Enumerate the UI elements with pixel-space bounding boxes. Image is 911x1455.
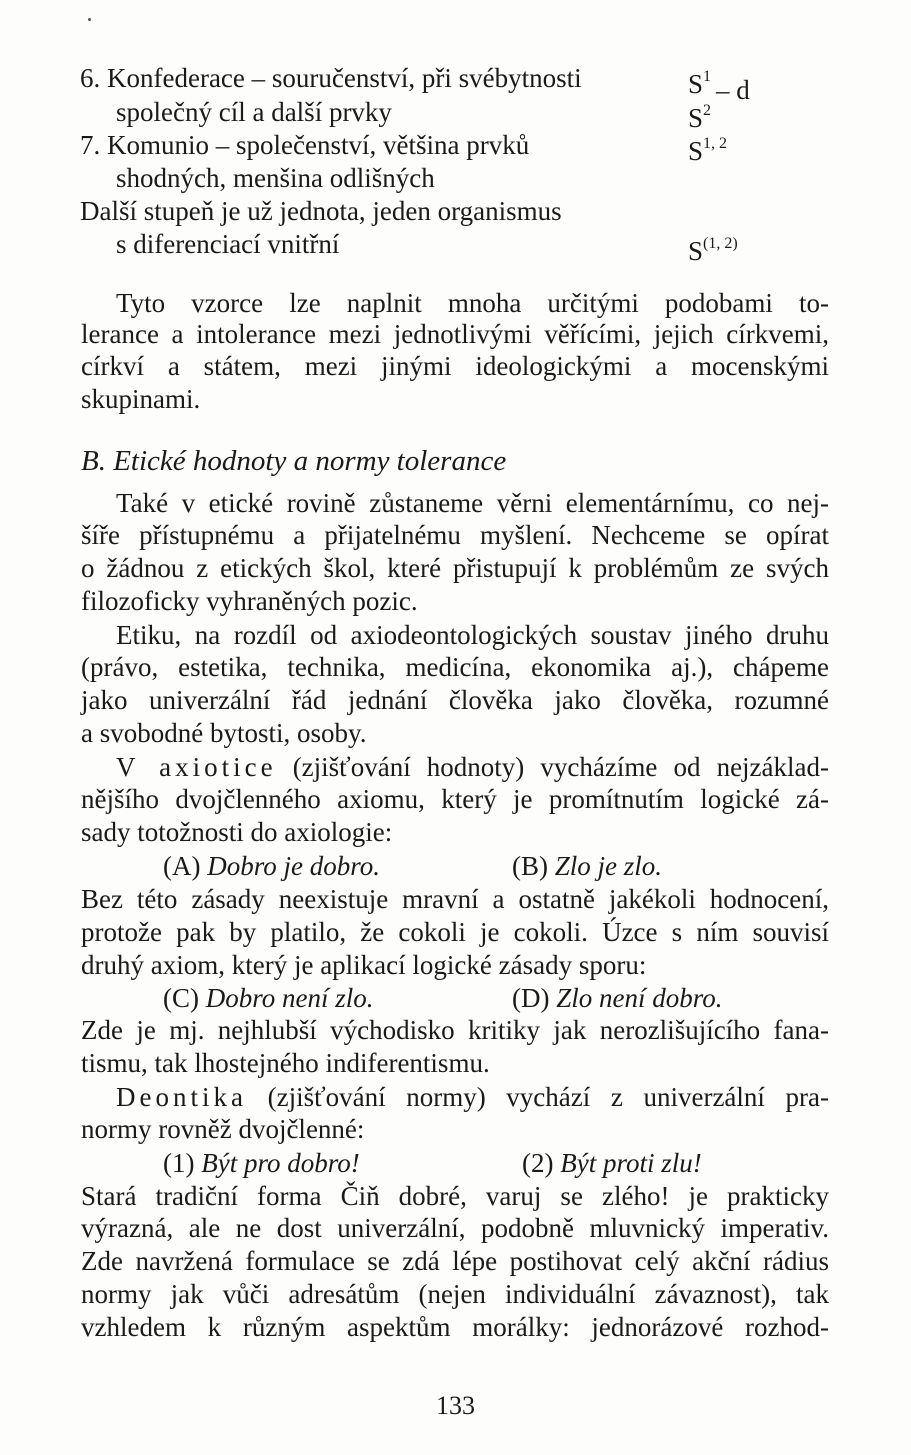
- formula-6a-suffix: – d: [716, 75, 750, 105]
- formula-next-base: S: [688, 236, 704, 266]
- para2-line-3: o žádnou z etických škol, které přistupují k problémům ze svých: [81, 553, 829, 583]
- norm-2: [522, 1147, 702, 1180]
- axiom-d-text: Zlo není dobro.: [556, 983, 723, 1013]
- formula-7-sup: 1, 2: [703, 135, 728, 152]
- para8-line-3: Zde navržená formulace se zdá lépe postihovat celý akční rádius: [81, 1246, 829, 1276]
- para4-line-3: sady totožnosti do axiologie:: [81, 817, 393, 847]
- axiom-d-label: (D): [512, 983, 550, 1013]
- para1-line-4: skupinami.: [81, 384, 201, 414]
- para3-line-3: jako univerzální řád jednání člověka jako člověka, rozumné: [81, 685, 829, 715]
- para2-line-4: filozoficky vyhraněných pozic.: [81, 586, 418, 616]
- para3-line-1: Etiku, na rozdíl od axiodeontologických soustav jiného druhu: [116, 620, 829, 650]
- list-item-7-line-1: 7. Komunio – společenství, většina prvků: [80, 130, 530, 160]
- para3-line-2: (právo, estetika, technika, medicína, ekonomika aj.), chápeme: [81, 652, 829, 682]
- para2-line-2: šíře přístupnému a přijatelnému myšlení. Nechceme se opírat: [81, 520, 829, 550]
- para1-line-3: církví a státem, mezi jinými ideologickými a mocenskými: [81, 351, 829, 381]
- list-item-6-line-2: společný cíl a další prvky: [116, 97, 392, 127]
- formula-6a-base: S: [688, 69, 704, 99]
- section-heading: B. Etické hodnoty a normy tolerance: [81, 445, 507, 477]
- formula-next-sup: (1, 2): [703, 235, 738, 252]
- para8-line-5: vzhledem k různým aspektům morálky: jednorázové rozhod-: [81, 1312, 829, 1342]
- axiom-a-label: (A): [163, 851, 201, 881]
- formula-7-base: S: [688, 136, 704, 166]
- para7-line-2: normy rovněž dvojčlenné:: [81, 1114, 365, 1144]
- axiotika-term: V axiotice: [116, 752, 277, 782]
- para5-line-1: Bez této zásady neexistuje mravní a ostatně jakékoli hodnocení,: [81, 884, 829, 914]
- para8-line-4: normy jak vůči adresátům (nejen individuální závaznost), tak: [81, 1279, 829, 1309]
- axiom-c-text: Dobro není zlo.: [205, 983, 374, 1013]
- para6-line-2: tismu, tak lhostejného indiferentismu.: [81, 1048, 490, 1078]
- formula-next: [688, 229, 738, 268]
- page-speck: [88, 18, 91, 21]
- para5-line-2: protože pak by platilo, že cokoli je cokoli. Úzce s ním souvisí: [81, 917, 829, 947]
- page-number: 133: [436, 1391, 475, 1420]
- axiom-a-text: Dobro je dobro.: [207, 851, 380, 881]
- formula-6b-base: S: [688, 103, 704, 133]
- axiom-b: [512, 850, 662, 883]
- para1-line-1: Tyto vzorce lze naplnit mnoha určitými podobami to-: [116, 288, 829, 318]
- para1-line-2: lerance a intolerance mezi jednotlivými věřícími, jejich církvemi,: [81, 319, 829, 349]
- list-next-line-2: s diferenciací vnitřní: [116, 229, 340, 259]
- para7-line-1-rest: (zjišťování normy) vychází z univerzální pra-: [246, 1082, 829, 1112]
- norm-2-text: Být proti zlu!: [560, 1148, 702, 1178]
- formula-6a-sup: 1: [703, 68, 712, 85]
- para8-line-1: Stará tradiční forma Čiň dobré, varuj se zlého! je prakticky: [81, 1181, 829, 1211]
- para8-line-2: výrazná, ale ne dost univerzální, podobně mluvnický imperativ.: [81, 1213, 829, 1243]
- formula-6b-sup: 2: [703, 102, 712, 119]
- list-item-7-line-2: shodných, menšina odlišných: [116, 163, 435, 193]
- deontika-term: Deontika: [116, 1082, 247, 1112]
- list-next-line-1: Další stupeň je už jednota, jeden organismus: [80, 196, 562, 226]
- para7-line-1: [116, 1081, 829, 1114]
- axiom-a: [163, 850, 380, 883]
- para6-line-1: Zde je mj. nejhlubší východisko kritiky jak nerozlišujícího fana-: [81, 1015, 829, 1045]
- axiom-b-label: (B): [512, 851, 548, 881]
- norm-2-label: (2): [522, 1148, 554, 1178]
- para4-line-1: [116, 751, 829, 784]
- formula-7: [688, 129, 727, 168]
- para3-line-4: a svobodné bytosti, osoby.: [81, 718, 367, 748]
- norm-1: [163, 1147, 360, 1180]
- para5-line-3: druhý axiom, který je aplikací logické zásady sporu:: [81, 950, 647, 980]
- axiom-d: [512, 982, 723, 1015]
- axiom-b-text: Zlo je zlo.: [554, 851, 663, 881]
- para4-line-2: nějšího dvojčlenného axiomu, který je promítnutím logické zá-: [81, 784, 829, 814]
- axiom-c-label: (C): [163, 983, 199, 1013]
- norm-1-text: Být pro dobro!: [201, 1148, 360, 1178]
- norm-1-label: (1): [163, 1148, 195, 1178]
- para2-line-1: Také v etické rovině zůstaneme věrni elementárnímu, co nej-: [116, 488, 829, 518]
- axiom-c: [163, 982, 374, 1015]
- para4-line-1-rest: (zjišťování hodnoty) vycházíme od nejzáklad-: [276, 752, 829, 782]
- list-item-6-line-1: 6. Konfederace – souručenství, při svébytnosti: [80, 63, 582, 93]
